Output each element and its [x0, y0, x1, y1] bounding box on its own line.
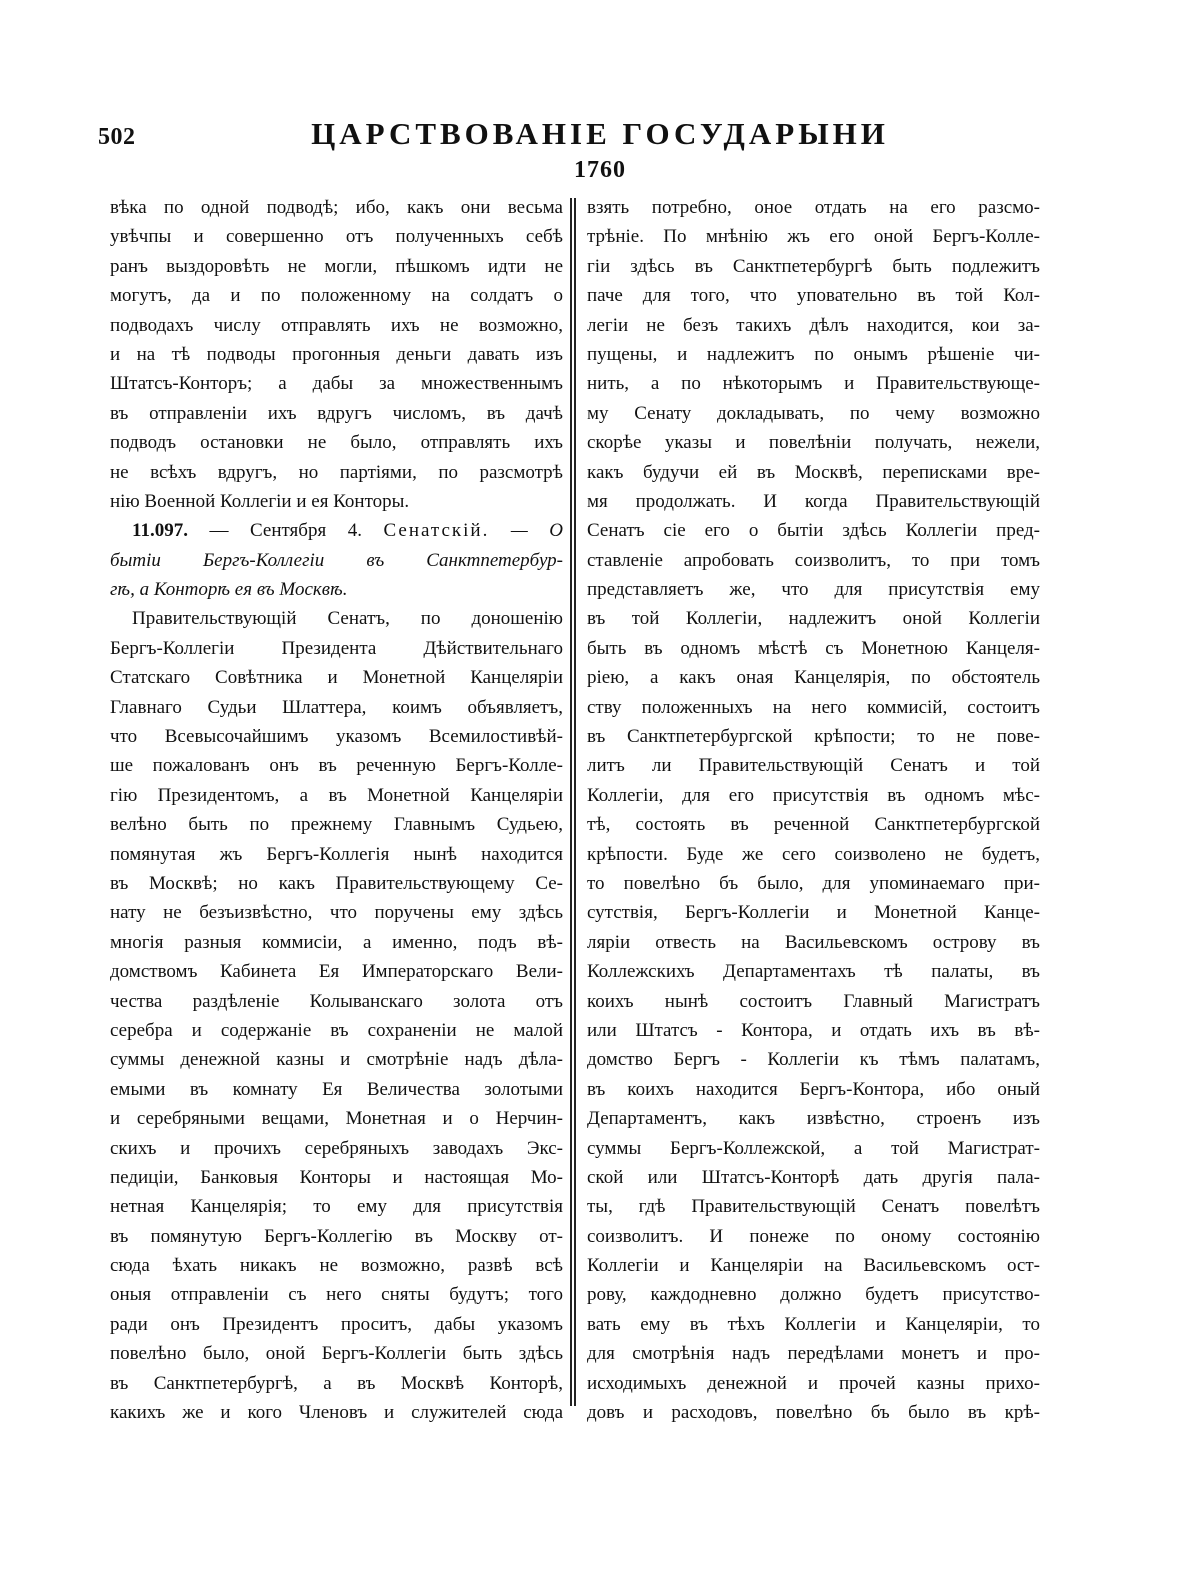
text-line: ради онъ Президентъ проситъ, дабы указомъ	[110, 1313, 563, 1335]
right-column	[587, 193, 1040, 1427]
text-line: пущены, и надлежитъ по онымъ рѣшеніе чи-	[587, 343, 1040, 365]
column-divider-left-rule	[570, 198, 572, 1406]
text-line: педиціи, Банковыя Конторы и настоящая Мо-	[110, 1166, 563, 1188]
text-line: рову, каждодневно должно будетъ присутство-	[587, 1284, 1040, 1306]
text-line: домствомъ Кабинета Ея Императорскаго Вели-	[110, 961, 563, 983]
text-line: Коллегіи и Канцеляріи на Васильевскомъ ост-	[587, 1255, 1040, 1277]
text-line: литъ ли Правительствующій Сенатъ и той	[587, 755, 1040, 777]
text-line: что Всевысочайшимъ указомъ Всемилостивѣй-	[110, 726, 563, 748]
text-line: домство Бергъ - Коллегіи къ тѣмъ палатамъ,	[587, 1049, 1040, 1071]
text-line: многія разныя коммисіи, а именно, подъ вѣ-	[110, 931, 563, 953]
text-line: легіи не безъ такихъ дѣлъ находится, кои за-	[587, 314, 1040, 336]
text-line: довъ и расходовъ, повелѣно бъ было въ крѣ-	[587, 1402, 1040, 1424]
text-line: трѣніе. По мнѣнію жъ его оной Бергъ-Колле-	[587, 226, 1040, 248]
text-line: и серебряными вещами, Монетная и о Нерчин-	[110, 1108, 563, 1130]
text-line: исходимыхъ денежной и прочей казны прихо-	[587, 1372, 1040, 1394]
text-line: могутъ, да и по положенному на солдатъ о	[110, 285, 563, 307]
text-line: гіи здѣсь въ Санктпетербургѣ быть подлежитъ	[587, 255, 1040, 277]
left-column	[110, 193, 563, 1427]
text-line: Департаментъ, какъ извѣстно, строенъ изъ	[587, 1108, 1040, 1130]
text-line: мя продолжать. И когда Правительствующій	[587, 490, 1040, 512]
text-line: ранъ выздоровѣть не могли, пѣшкомъ идти не	[110, 255, 563, 277]
text-line: подводъ остановки не было, отправлять ихъ	[110, 432, 563, 454]
text-line: взять потребно, оное отдать на его разсмо-	[587, 197, 1040, 218]
text-line: сюда ѣхать никакъ не возможно, развѣ всѣ	[110, 1255, 563, 1277]
text-line: крѣпости. Буде же сего соизволено не будетъ,	[587, 843, 1040, 865]
text-line: скихъ и прочихъ серебряныхъ заводахъ Экс-	[110, 1137, 563, 1159]
text-line: велѣно быть по прежнему Главнымъ Судьею,	[110, 814, 563, 836]
text-line: ляріи отвесть на Васильевскомъ острову въ	[587, 931, 1040, 953]
text-line: вѣка по одной подводѣ; ибо, какъ они весьма	[110, 197, 563, 218]
entry-source: Сенатскій.	[383, 520, 490, 542]
text-line: нату не безъизвѣстно, что поручены ему здѣсь	[110, 902, 563, 924]
text-line: въ помянутую Бергъ-Коллегію въ Москву от-	[110, 1225, 563, 1247]
text-line: быть въ одномъ мѣстѣ съ Монетною Канцеля-	[587, 637, 1040, 659]
text-line: въ Санктпетербургѣ, а въ Москвѣ Конторѣ,	[110, 1372, 563, 1394]
text-line: му Сенату докладывать, по чему возможно	[587, 402, 1040, 424]
text-line: въ коихъ находится Бергъ-Контора, ибо оный	[587, 1078, 1040, 1100]
text-line: Штатсъ-Конторъ; а дабы за множественнымъ	[110, 373, 563, 395]
text-line: ты, гдѣ Правительствующій Сенатъ повелѣтъ	[587, 1196, 1040, 1218]
text-line: нію Военной Коллегіи и ея Конторы.	[110, 490, 410, 512]
text-line: скорѣе указы и повелѣніи получать, нежели,	[587, 432, 1040, 454]
page-number: 502	[98, 124, 136, 150]
text-line: вать ему въ тѣхъ Коллегіи и Канцеляріи, то	[587, 1313, 1040, 1335]
text-line: Коллежскихъ Департаментахъ тѣ палаты, въ	[587, 961, 1040, 983]
text-line: сутствія, Бергъ-Коллегіи и Монетной Канце-	[587, 902, 1040, 924]
text-line: Бергъ-Коллегіи Президента Дѣйствительнаго	[110, 637, 563, 659]
text-line: то повелѣно бъ было, для упоминаемаго при-	[587, 872, 1040, 894]
text-line: паче для того, что уповательно въ той Кол-	[587, 285, 1040, 307]
entry-heading-line-1	[110, 516, 563, 545]
text-line: не всѣхъ вдругъ, но партіями, по разсмотрѣ	[110, 461, 563, 483]
text-line: представляетъ же, что для присутствія ему	[587, 579, 1040, 601]
text-line: и на тѣ подводы прогонныя деньги давать изъ	[110, 343, 563, 365]
text-line: Сенатъ сіе его о бытіи здѣсь Коллегіи пред-	[587, 520, 1040, 542]
entry-title-line: бытіи Бергъ-Коллегіи въ Санктпетербур-	[110, 549, 563, 571]
text-line: ріею, а какъ оная Канцелярія, по обстоятель	[587, 667, 1040, 689]
running-title: ЦАРСТВОВАНІЕ ГОСУДАРЫНИ	[311, 116, 889, 151]
text-line: или Штатсъ - Контора, и отдать ихъ въ вѣ-	[587, 1019, 1040, 1041]
text-line: какихъ же и кого Членовъ и служителей сюда	[110, 1402, 563, 1424]
text-line: въ отправленіи ихъ вдругъ числомъ, въ дачѣ	[110, 402, 563, 424]
text-line: ше пожалованъ онъ въ реченную Бергъ-Колле-	[110, 755, 563, 777]
text-line: нетная Канцелярія; то ему для присутствія	[110, 1196, 563, 1218]
entry-date: — Сентября 4.	[187, 520, 384, 542]
text-line: Правительствующій Сенатъ, по доношенію	[132, 608, 563, 630]
entry-title-start: — О	[489, 520, 563, 542]
text-line: чества раздѣленіе Колыванскаго золота отъ	[110, 990, 563, 1012]
text-line: подводахъ числу отправлять ихъ не возможно,	[110, 314, 563, 336]
text-line: серебра и содержаніе въ сохраненіи не малой	[110, 1019, 563, 1041]
entry-number: 11.097.	[132, 520, 188, 542]
text-line: Коллегіи, для его присутствія въ одномъ мѣс-	[587, 784, 1040, 806]
text-line: Главнаго Судьи Шлаттера, коимъ объявляетъ,	[110, 696, 563, 718]
text-line: нить, а по нѣкоторымъ и Правительствующе-	[587, 373, 1040, 395]
text-line: оныя отправленіи съ него сняты будутъ; того	[110, 1284, 563, 1306]
text-line: для смотрѣнія надъ передѣлами монетъ и про-	[587, 1343, 1040, 1365]
year-heading: 1760	[574, 157, 626, 183]
column-divider-right-rule	[574, 198, 576, 1406]
text-line: въ Москвѣ; но какъ Правительствующему Се-	[110, 872, 563, 894]
text-line: коихъ нынѣ состоитъ Главный Магистратъ	[587, 990, 1040, 1012]
text-line: гію Президентомъ, а въ Монетной Канцеляріи	[110, 784, 563, 806]
entry-title-line: гѣ, а Конторѣ ея въ Москвѣ.	[110, 579, 348, 601]
text-line: въ той Коллегіи, надлежитъ оной Коллегіи	[587, 608, 1040, 630]
text-line: тѣ, состоять въ реченной Санктпетербургской	[587, 814, 1040, 836]
text-line: ставленіе апробовать соизволитъ, то при томъ	[587, 549, 1040, 571]
text-line: какъ будучи ей въ Москвѣ, переписками вре-	[587, 461, 1040, 483]
text-line: соизволитъ. И понеже по оному состоянію	[587, 1225, 1040, 1247]
entry-heading	[110, 516, 563, 604]
text-line: ской или Штатсъ-Конторѣ дать другія пала-	[587, 1166, 1040, 1188]
text-line: суммы денежной казны и смотрѣніе надъ дѣла-	[110, 1049, 563, 1071]
paragraph-2	[110, 604, 563, 1427]
text-line: въ Санктпетербургской крѣпости; то не пове-	[587, 726, 1040, 748]
text-line: Статскаго Совѣтника и Монетной Канцеляріи	[110, 667, 563, 689]
text-line: повелѣно было, оной Бергъ-Коллегіи быть здѣсь	[110, 1343, 563, 1365]
text-line: помянутая жъ Бергъ-Коллегія нынѣ находится	[110, 843, 563, 865]
text-line: емыми въ комнату Ея Величества золотыми	[110, 1078, 563, 1100]
paragraph-1	[110, 193, 563, 516]
text-line: суммы Бергъ-Коллежской, а той Магистрат-	[587, 1137, 1040, 1159]
text-line: увѣчпы и совершенно отъ полученныхъ себѣ	[110, 226, 563, 248]
text-line: ству положенныхъ на него коммисій, состоитъ	[587, 696, 1040, 718]
